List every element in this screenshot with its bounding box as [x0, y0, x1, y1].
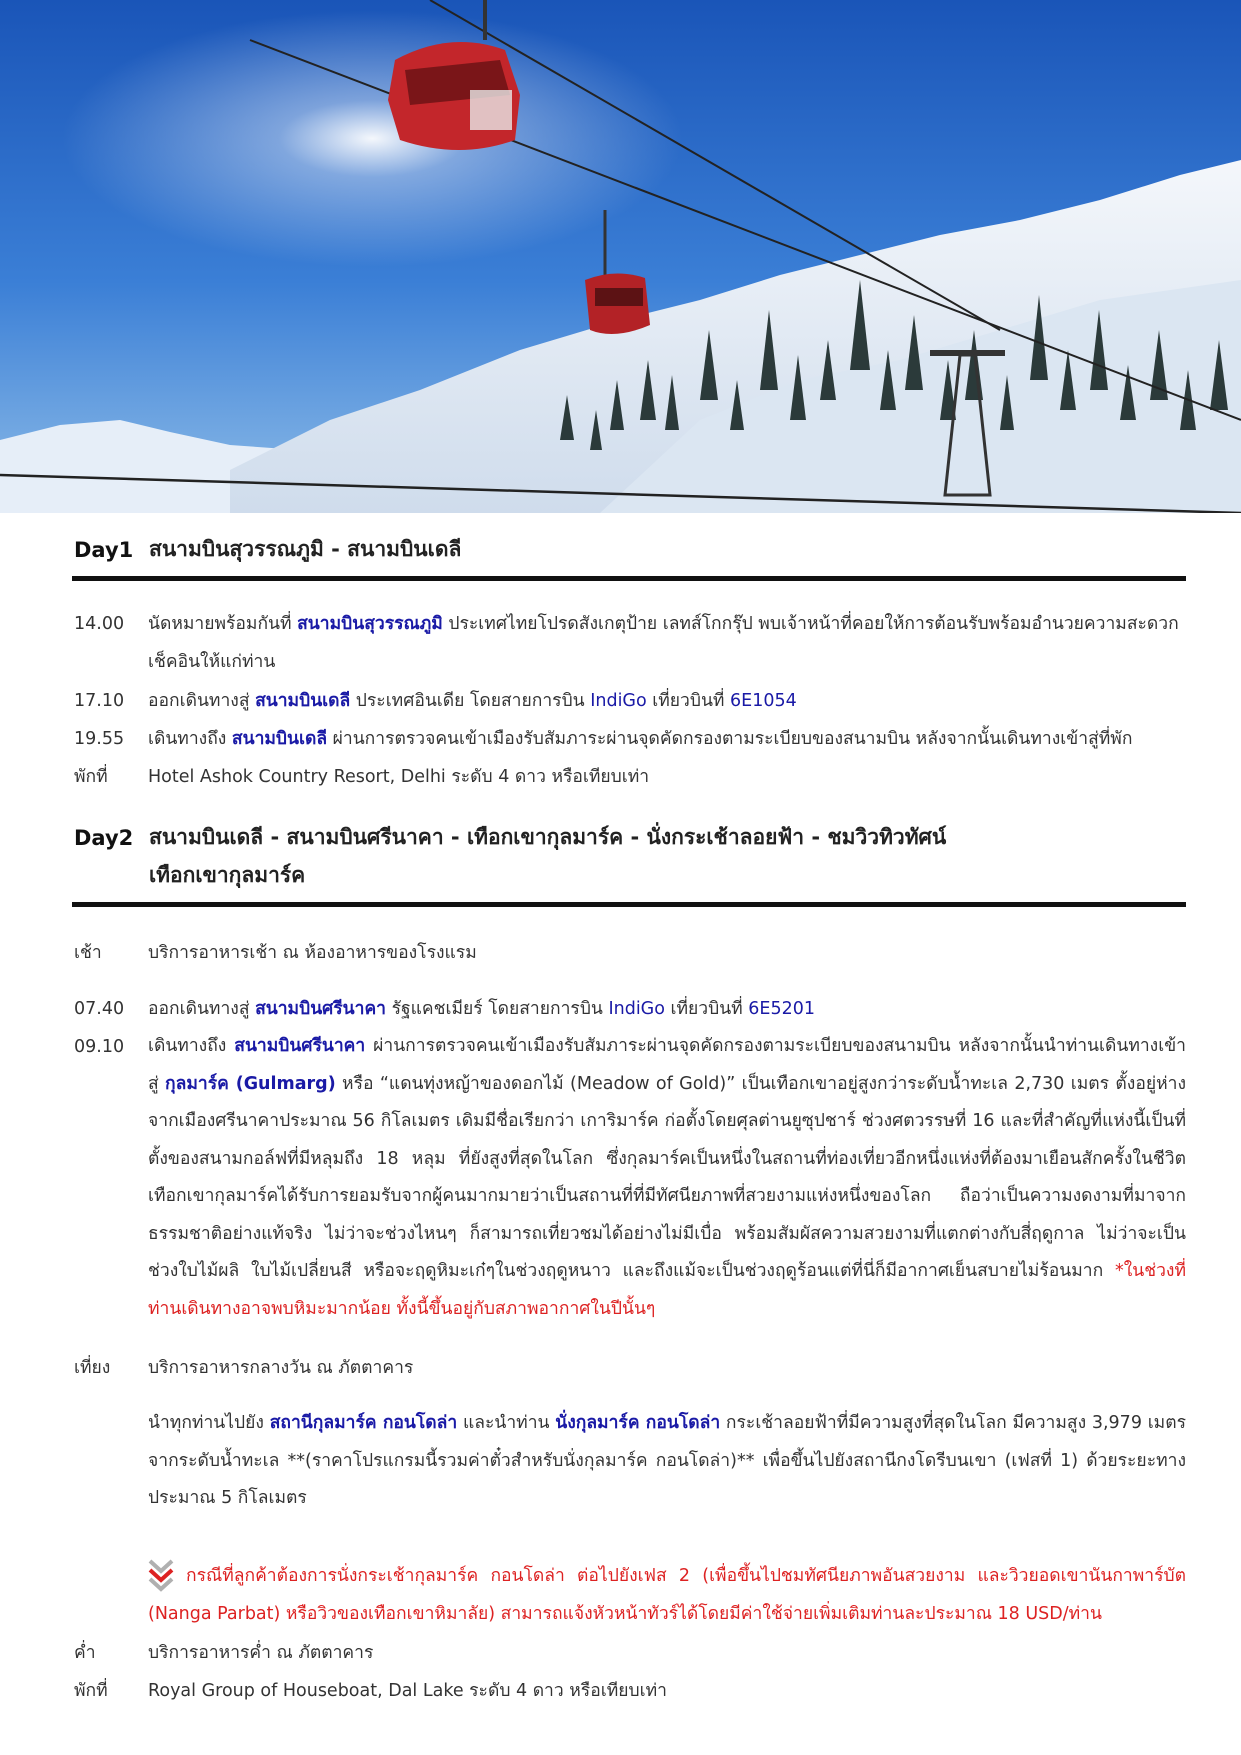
place-delhi: สนามบินเดลี — [255, 691, 351, 711]
time: 09.10 — [74, 1037, 125, 1057]
day2-label: Day2 — [74, 826, 134, 850]
day2-header — [74, 826, 946, 894]
day2-hotel — [74, 1672, 1186, 1710]
time: 17.10 — [74, 691, 125, 711]
hotel-text: Hotel Ashok Country Resort, Delhi ระดับ 4 ดาว หรือเทียบเท่า — [148, 767, 650, 787]
meal-text: บริการอาหารค่ำ ณ ภัตตาคาร — [148, 1643, 374, 1663]
day2-divider — [72, 902, 1186, 907]
time: เช้า — [74, 943, 102, 963]
description: ออกเดินทางสู่ สนามบินศรีนาคา รัฐแคชเมียร์ โดยสายการบิน IndiGo เที่ยวบินที่ 6E5201 — [148, 999, 816, 1019]
day1-hotel — [74, 758, 1186, 796]
day1-label: Day1 — [74, 538, 134, 562]
gondola-paragraph: นำทุกท่านไปยัง สถานีกุลมาร์ค กอนโดล่า และนำท่าน นั่งกุลมาร์ค กอนโดล่า กระเช้าลอยฟ้าที่มีความสูงที่สุดในโลก มีความสูง 3,979 เมตรจากระดับน้ำทะเล **(ราคาโปรแกรมนี้รวมค่าตั๋วสำหรับนั่งกุลมาร์ค กอนโดล่า)** เพื่อขึ้นไปยังสถานีกงโดรีบนเขา (เฟสที่ 1) ด้วยระยะทางประมาณ 5 กิโลเมตร — [148, 1413, 1186, 1508]
snow-warning: *ในช่วงที่ท่านเดินทางอาจพบหิมะมากน้อย ทั้งนี้ขึ้นอยู่กับสภาพอากาศในปีนั้นๆ — [148, 1261, 1186, 1319]
time: เที่ยง — [74, 1358, 111, 1378]
place-gondola-ride: นั่งกุลมาร์ค กอนโดล่า — [555, 1413, 721, 1433]
day1-item-1400 — [74, 605, 1186, 681]
phase2-note: กรณีที่ลูกค้าต้องการนั่งกระเช้ากุลมาร์ค กอนโดล่า ต่อไปยังเฟส 2 (เพื่อขึ้นไปชมทัศนียภาพอันสวยงาม และวิวยอดเขานันกาพาร์บัต (Nanga Parbat) หรือวิวของเทือกเขาหิมาลัย) สามารถแจ้งหัวหน้าทัวร์ได้โดยมีค่าใช้จ่ายเพิ่มเติมท่านละประมาณ 18 USD/ท่าน — [148, 1557, 1186, 1633]
day2-title: สนามบินเดลี - สนามบินศรีนาคา - เทือกเขากุลมาร์ค - นั่งกระเช้าลอยฟ้า - ชมวิวทิวทัศน์ เทือกเขากุลมาร์ค — [149, 825, 947, 887]
time: ค่ำ — [74, 1643, 96, 1663]
description: เดินทางถึง สนามบินเดลี ผ่านการตรวจคนเข้าเมืองรับสัมภาระผ่านจุดคัดกรองตามระเบียบของสนามบิน หลังจากนั้นเดินทางเข้าสู่ที่พัก — [148, 729, 1133, 749]
airline: IndiGo — [590, 691, 647, 711]
time: 19.55 — [74, 729, 125, 749]
hotel-text: Royal Group of Houseboat, Dal Lake ระดับ 4 ดาว หรือเทียบเท่า — [148, 1681, 667, 1701]
day1-divider — [72, 576, 1186, 581]
place-gondola-station: สถานีกุลมาร์ค กอนโดล่า — [269, 1413, 458, 1433]
meal-text: บริการอาหารเช้า ณ ห้องอาหารของโรงแรม — [148, 943, 477, 963]
time: พักที่ — [74, 1681, 108, 1701]
description: นัดหมายพร้อมกันที่ สนามบินสุวรรณภูมิ ประเทศไทยโปรดสังเกตุป้าย เลทส์โกกรุ๊ป พบเจ้าหน้าที่คอยให้การต้อนรับพร้อมอำนวยความสะดวกเช็คอินให้แก่ท่าน — [148, 614, 1179, 672]
day1-title: สนามบินสุวรรณภูมิ - สนามบินเดลี — [149, 537, 462, 561]
place-srinagar: สนามบินศรีนาคา — [255, 999, 386, 1019]
day2-dinner — [74, 1634, 1186, 1672]
flight-number: 6E1054 — [730, 691, 797, 711]
day1-item-1955 — [74, 720, 1186, 758]
airline: IndiGo — [608, 999, 665, 1019]
place-suvarnabhumi: สนามบินสุวรรณภูมิ — [297, 614, 443, 634]
meal-text: บริการอาหารกลางวัน ณ ภัตตาคาร — [148, 1358, 414, 1378]
flight-number: 6E5201 — [748, 999, 816, 1019]
description: เดินทางถึง สนามบินศรีนาคา ผ่านการตรวจคนเข้าเมืองรับสัมภาระผ่านจุดคัดกรองตามระเบียบของสนามบิน หลังจากนั้นนำท่านเดินทางเข้าสู่ กุลมาร์ค (Gulmarg) หรือ “แดนทุ่งหญ้าของดอกไม้ (Meadow of Gold)” เป็นเทือกเขาอยู่สูงกว่าระดับน้ำทะเล 2,730 เมตร ตั้งอยู่ห่างจากเมืองศรีนาคาประมาณ 56 กิโลเมตร เดิมมีชื่อเรียกว่า เการิมาร์ค ก่อตั้งโดยศุลต่านยูซุปชาร์ ช่วงศตวรรษที่ 16 และที่สำคัญที่แห่งนี้เป็นที่ตั้งของสนามกอล์ฟที่มีหลุมถึง 18 หลุม ที่ยังสูงที่สุดในโลก ซึ่งกุลมาร์คเป็นหนึ่งในสถานที่ท่องเที่ยวอีกหนึ่งแห่งที่ต้องมาเยือนสักครั้งในชีวิต เทือกเขากุลมาร์คได้รับการยอมรับจากผู้คนมากมายว่าเป็นสถานที่ที่มีทัศนียภาพที่สวยงามแห่งหนึ่งของโลก ถือว่าเป็นความงดงามที่มาจากธรรมชาติอย่างแท้จริง ไม่ว่าจะช่วงไหนๆ ก็สามารถเที่ยวชมได้อย่างไม่มีเบื่อ พร้อมสัมผัสความสวยงามที่แตกต่างกับสี่ฤดูกาล ไม่ว่าจะเป็นช่วงใบไม้ผลิ ใบไม้เปลี่ยนสี หรือจะฤดูหิมะเก๋ๆในช่วงฤดูหนาว และถึงแม้จะเป็นช่วงฤดูร้อนแต่ที่นี่ก็มีอากาศเย็นสบายไม่ร้อนมาก *ในช่วงที่ท่านเดินทางอาจพบหิมะมากน้อย ทั้งนี้ขึ้นอยู่กับสภาพอากาศในปีนั้นๆ — [148, 1036, 1187, 1319]
time: พักที่ — [74, 767, 108, 787]
hero-illustration — [0, 0, 1241, 513]
double-chevron-down-icon — [148, 1559, 174, 1593]
place-gulmarg: กุลมาร์ค (Gulmarg) — [165, 1073, 336, 1094]
day2-lunch — [74, 1349, 1186, 1387]
description: ออกเดินทางสู่ สนามบินเดลี ประเทศอินเดีย โดยสายการบิน IndiGo เที่ยวบินที่ 6E1054 — [148, 691, 797, 711]
time: 07.40 — [74, 999, 125, 1019]
day2-item-0740 — [74, 990, 1186, 1028]
time: 14.00 — [74, 614, 125, 634]
day1-header — [74, 538, 461, 568]
hero-image-cable-car-snow-mountains — [0, 0, 1241, 513]
day2-breakfast — [74, 934, 1186, 972]
day2-item-0910 — [74, 1028, 1186, 1328]
place-srinagar: สนามบินศรีนาคา — [234, 1036, 366, 1056]
day1-item-1710 — [74, 682, 1186, 720]
place-delhi: สนามบินเดลี — [231, 729, 328, 749]
